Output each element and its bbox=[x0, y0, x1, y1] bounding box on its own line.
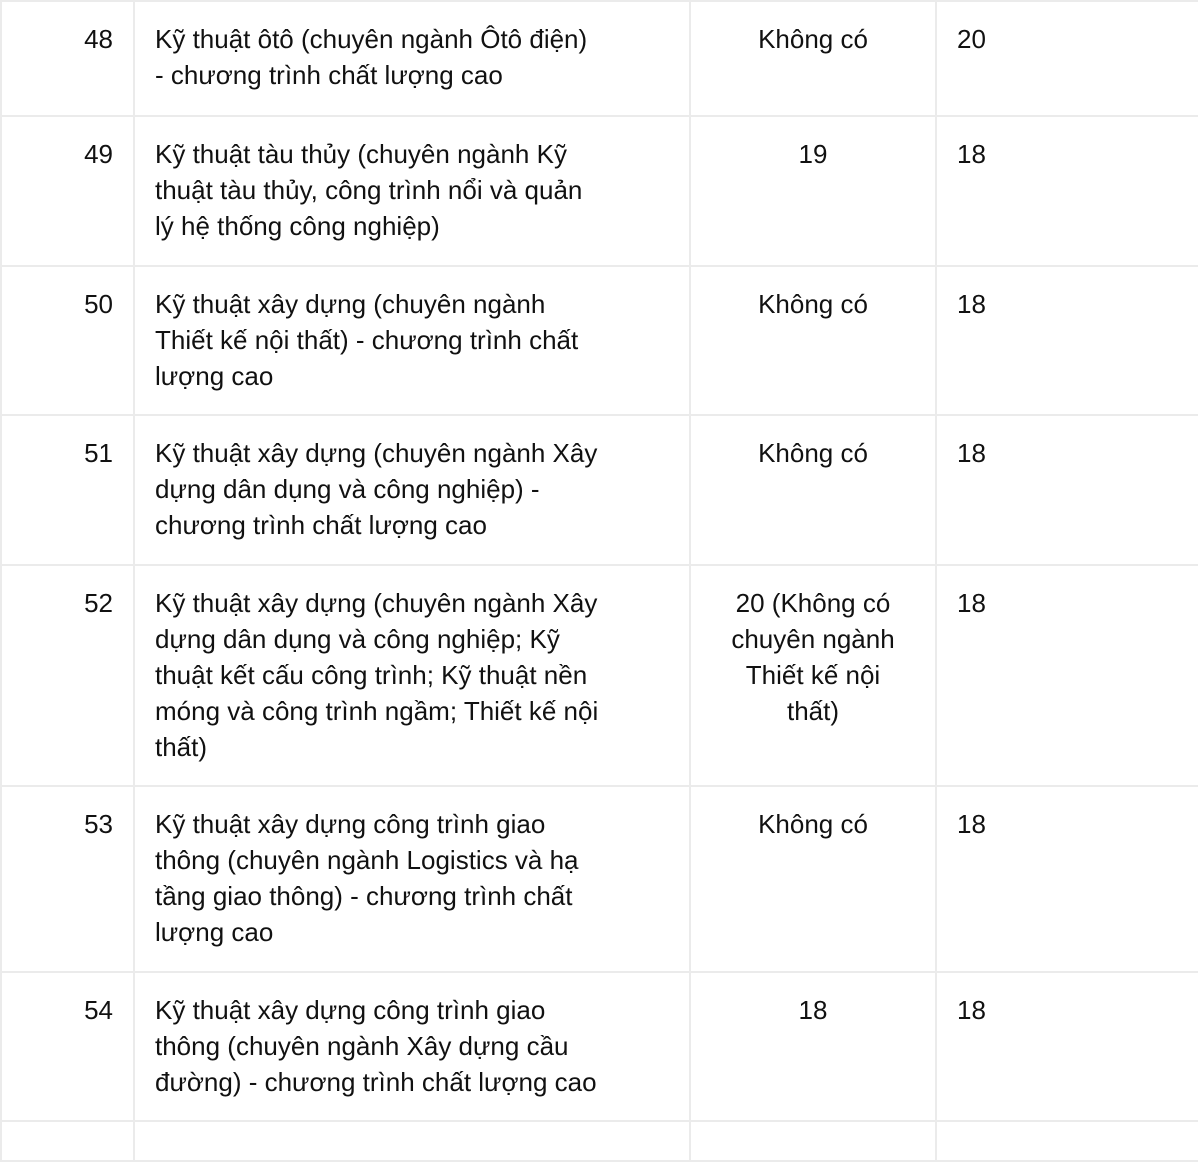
score-a-line: Không có bbox=[758, 438, 868, 468]
empty-cell bbox=[134, 1121, 690, 1161]
major-name bbox=[134, 116, 690, 266]
table-row bbox=[1, 972, 1198, 1121]
score-b: 18 bbox=[936, 116, 1198, 266]
major-name-line: lượng cao bbox=[155, 361, 274, 391]
major-name bbox=[134, 972, 690, 1121]
major-name-line: Thiết kế nội thất) - chương trình chất bbox=[155, 325, 579, 355]
score-a bbox=[690, 266, 936, 415]
major-name-line: Kỹ thuật ôtô (chuyên ngành Ôtô điện) bbox=[155, 24, 588, 54]
major-name-line: Kỹ thuật tàu thủy (chuyên ngành Kỹ bbox=[155, 139, 567, 169]
major-name-line: Kỹ thuật xây dựng công trình giao bbox=[155, 809, 546, 839]
row-number: 49 bbox=[1, 116, 134, 266]
major-name bbox=[134, 266, 690, 415]
row-number: 53 bbox=[1, 786, 134, 972]
score-a-line: Không có bbox=[758, 809, 868, 839]
major-name-line: móng và công trình ngầm; Thiết kế nội bbox=[155, 696, 599, 726]
major-name-line: thuật tàu thủy, công trình nổi và quản bbox=[155, 175, 583, 205]
major-name-line: thông (chuyên ngành Logistics và hạ bbox=[155, 845, 579, 875]
major-name bbox=[134, 415, 690, 565]
major-name-line: - chương trình chất lượng cao bbox=[155, 60, 503, 90]
score-a bbox=[690, 116, 936, 266]
major-name-line: Kỹ thuật xây dựng (chuyên ngành Xây bbox=[155, 588, 598, 618]
major-name-line: dựng dân dụng và công nghiệp; Kỹ bbox=[155, 624, 560, 654]
table-row bbox=[1, 1, 1198, 116]
score-a bbox=[690, 1, 936, 116]
score-a-line: Thiết kế nội bbox=[745, 660, 881, 690]
score-a-line: Không có bbox=[758, 289, 868, 319]
score-a-line: Không có bbox=[758, 24, 868, 54]
empty-cell bbox=[690, 1121, 936, 1161]
major-name-line: Kỹ thuật xây dựng (chuyên ngành bbox=[155, 289, 546, 319]
score-b: 20 bbox=[936, 1, 1198, 116]
score-b: 18 bbox=[936, 415, 1198, 565]
table-row bbox=[1, 565, 1198, 786]
table-row bbox=[1, 786, 1198, 972]
table-row bbox=[1, 266, 1198, 415]
score-b: 18 bbox=[936, 266, 1198, 415]
score-a-line: chuyên ngành bbox=[731, 624, 895, 654]
major-name-line: đường) - chương trình chất lượng cao bbox=[155, 1067, 597, 1097]
score-a-line: thất) bbox=[786, 696, 840, 726]
major-name-line: tầng giao thông) - chương trình chất bbox=[155, 881, 573, 911]
row-number: 51 bbox=[1, 415, 134, 565]
table-row bbox=[1, 116, 1198, 266]
row-number: 52 bbox=[1, 565, 134, 786]
major-name-line: lượng cao bbox=[155, 917, 274, 947]
major-name-line: thuật kết cấu công trình; Kỹ thuật nền bbox=[155, 660, 588, 690]
score-a-line: 18 bbox=[798, 995, 828, 1025]
major-name bbox=[134, 565, 690, 786]
major-name-line: Kỹ thuật xây dựng công trình giao bbox=[155, 995, 546, 1025]
major-name-line: dựng dân dụng và công nghiệp) - bbox=[155, 474, 540, 504]
table-row-partial bbox=[1, 1121, 1198, 1161]
score-a bbox=[690, 972, 936, 1121]
score-b: 18 bbox=[936, 565, 1198, 786]
row-number: 50 bbox=[1, 266, 134, 415]
score-a-line: 20 (Không có bbox=[735, 588, 891, 618]
major-name-line: Kỹ thuật xây dựng (chuyên ngành Xây bbox=[155, 438, 598, 468]
row-number: 54 bbox=[1, 972, 134, 1121]
major-name bbox=[134, 1, 690, 116]
major-name bbox=[134, 786, 690, 972]
row-number: 48 bbox=[1, 1, 134, 116]
score-b: 18 bbox=[936, 972, 1198, 1121]
score-a bbox=[690, 415, 936, 565]
major-name-line: lý hệ thống công nghiệp) bbox=[155, 211, 440, 241]
score-a bbox=[690, 565, 936, 786]
score-a bbox=[690, 786, 936, 972]
score-b: 18 bbox=[936, 786, 1198, 972]
major-name-line: thông (chuyên ngành Xây dựng cầu bbox=[155, 1031, 569, 1061]
table-row bbox=[1, 415, 1198, 565]
major-name-line: thất) bbox=[155, 732, 208, 762]
empty-cell bbox=[1, 1121, 134, 1161]
score-a-line: 19 bbox=[798, 139, 828, 169]
major-name-line: chương trình chất lượng cao bbox=[155, 510, 487, 540]
empty-cell bbox=[936, 1121, 1198, 1161]
